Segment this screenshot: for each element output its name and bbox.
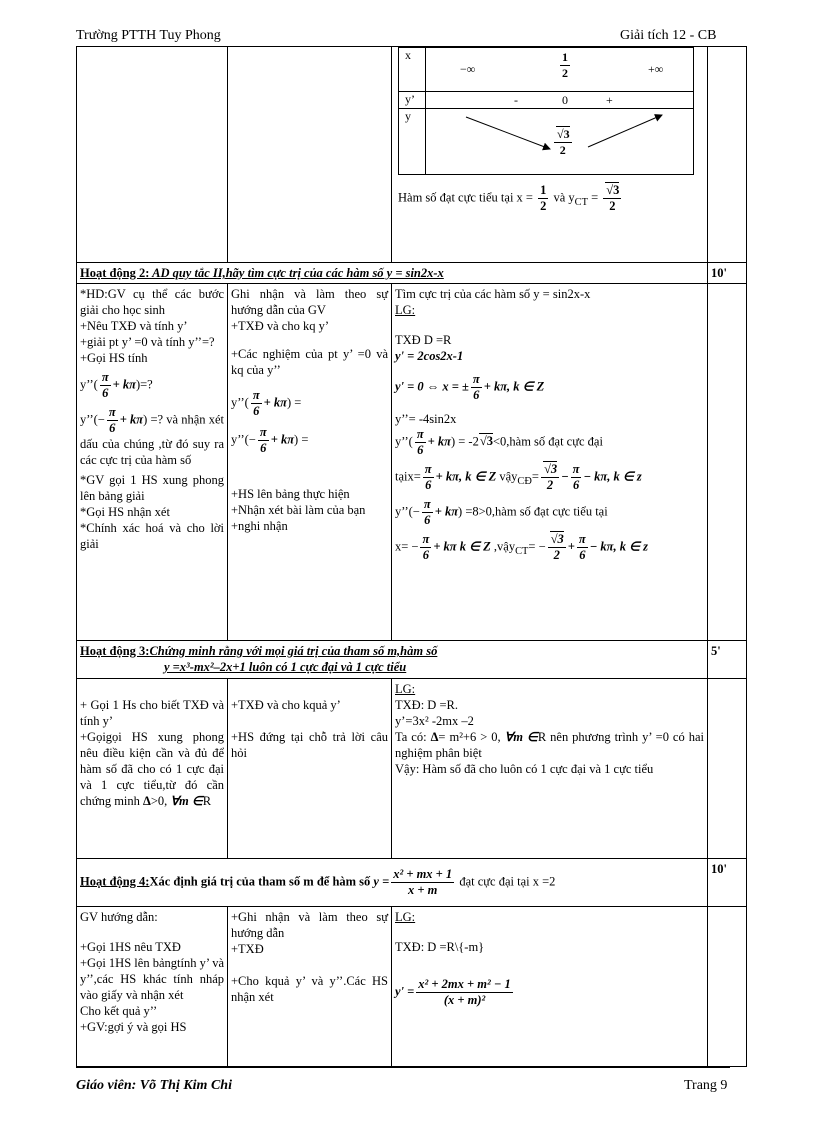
- activity4-title: Xác định giá trị của tham số m để hàm số: [149, 874, 371, 889]
- activity2-title-row: [77, 263, 747, 284]
- activity4-title-row: Hoạt động 4:Xác định giá trị của tham số m để hàm số y = $\frac{\text{x² + mx + 1}}{x + m}$ đạt cực đại tại x =2 10': [77, 859, 747, 907]
- decreasing-arrow: [466, 117, 550, 149]
- activity1-hs-cell: [228, 47, 392, 263]
- footer-rule: [76, 1067, 730, 1068]
- var-zero: 0: [562, 93, 568, 107]
- activity2-title: AD quy tắc II,hãy tìm cực trị của các hàm số y = sin2x-x: [149, 266, 444, 280]
- activity2-label: Hoạt động 2:: [80, 266, 150, 280]
- activity3-title-row: [77, 641, 747, 679]
- activity4-content-cell: LG: TXĐ: D =R\{-m} y' = $\frac{\text{x² + 2mx + m² − 1}}{\text{(x + m)²}}$: [392, 907, 708, 1067]
- activity1-gv-cell: [77, 47, 228, 263]
- var-half: $\frac{1}{2}$: [562, 50, 568, 80]
- activity1-content-cell: [392, 47, 708, 263]
- var-y-label: y: [399, 109, 426, 175]
- activity3-row: [77, 679, 747, 859]
- activity3-title-line2: y =x³-mx²–2x+1 luôn có 1 cực đại và 1 cực tiểu: [164, 660, 407, 674]
- var-pos-inf: +∞: [648, 62, 664, 76]
- activity3-time: 5': [708, 641, 747, 679]
- activity2-hs-cell: Ghi nhận và làm theo sự hướng dẫn của GV +TXĐ và cho kq y’ +Các nghiệm của pt y’ =0 và kq của y’’ y’’( $\frac{\pi}{6}$ + kπ) = y’’(− $\frac{\pi}{6}$ + kπ) = +HS lên bảng thực hiện +Nhận xét bài làm của bạn +nghi nhận: [228, 284, 392, 641]
- activity4-gv-cell: GV hướng dẫn: +Gọi 1HS nêu TXĐ +Gọi 1HS lên bảngtính y’ và y’’,các HS khác tính nháp vào giấy và nhận xét Cho kết quả y’’ +GV:gợi ý và gọi HS: [77, 907, 228, 1067]
- var-yprime-label: y’: [399, 92, 426, 109]
- activity2-time: 10': [708, 263, 747, 284]
- header-school: Trường PTTH Tuy Phong: [76, 28, 221, 43]
- increasing-arrow: [588, 115, 662, 147]
- activity2-row: [77, 284, 747, 641]
- var-neg-inf: −∞: [460, 62, 476, 76]
- lesson-table: [76, 46, 747, 1067]
- activity3-hs-cell: +TXĐ và cho kquả y’ +HS đứng tại chỗ trả lời câu hỏi: [228, 679, 392, 859]
- activity4-time: 10': [708, 859, 747, 907]
- activity4-hs-cell: +Ghi nhận và làm theo sự hướng dẫn +TXĐ +Cho kquả y’ và y’’.Các HS nhận xét: [228, 907, 392, 1067]
- var-x-label: x: [399, 48, 426, 92]
- header-subject: Giải tích 12 - CB: [620, 28, 717, 43]
- activity2-content-cell: Tìm cực trị của các hàm số y = sin2x-x LG: TXĐ D =R y' = 2cos2x-1 y' = 0 ⇔ x = ± $\frac{\pi}{6}$ + kπ, k ∈ Z y’’= -4sin2x y’’( $\frac{\pi}{6}$ + kπ) = -2√3<0,hàm số đạt cực đại tạix= $\frac{\pi}{6}$ + kπ, k ∈ Z vậy$_{CĐ}$= $\frac{√3}{2}$ − $\frac{\pi}{6}$ − kπ, k ∈ z y’’(− $\frac{\pi}{6}$ + kπ) =8>0,hàm số đạt cực tiểu tại x= − $\frac{\pi}{6}$ + kπ k ∈ Z ,vậy$_{CT}$= − $\frac{√3}{2}$ + $\frac{\pi}{6}$ − kπ, k ∈ z: [392, 284, 708, 641]
- activity3-content-cell: LG: TXĐ: D =R. y’=3x² -2mx –2 Ta có: Δ= m²+6 > 0, ∀m ∈R nên phương trình y’ =0 có hai nghiệm phân biệt Vậy: Hàm số đã cho luôn có 1 cực đại và 1 cực tiểu: [392, 679, 708, 859]
- activity1-row: [77, 47, 747, 263]
- activity2-gv-cell: *HD:GV cụ thể các bước giải cho học sinh +Nêu TXĐ và tính y’ +giải pt y’ =0 và tính y’’=? +Gọi HS tính y’’( $\frac{\pi}{6}$ + kπ)=? y’’(− $\frac{\pi}{6}$ + kπ) =? và nhận xét dấu của chúng ,từ đó suy ra các cực trị của hàm số *GV gọi 1 HS xung phong lên bảng giải *Gọi HS nhận xét *Chính xác hoá và cho lời giải: [77, 284, 228, 641]
- footer-teacher: Giáo viên: Võ Thị Kim Chi: [76, 1078, 232, 1093]
- activity1-conclusion: Hàm số đạt cực tiểu tại x = $\frac{1}{2}$ và $y_{CT}$ = $\frac{√3}{2}$: [398, 183, 620, 213]
- activity4-row: [77, 907, 747, 1067]
- variation-table: [398, 47, 694, 175]
- activity3-title: Chứng minh rằng với mọi giá trị của tham số m,hàm số: [149, 644, 438, 658]
- activity3-label: Hoạt động 3:: [80, 644, 150, 658]
- var-min-value: $\frac{√3}{2}$: [554, 127, 572, 158]
- activity4-label: Hoạt động 4:: [80, 874, 150, 889]
- activity3-gv-cell: + Gọi 1 Hs cho biết TXĐ và tính y’ +Gọigọi HS xung phong nêu điều kiện cần và đủ để hàm số đã cho có 1 cực đại và 1 cực tiểu,từ đó cần chứng minh Δ>0, ∀m ∈R: [77, 679, 228, 859]
- var-minus: -: [514, 93, 518, 107]
- var-plus: +: [606, 93, 613, 107]
- footer-page: Trang 9: [684, 1078, 728, 1093]
